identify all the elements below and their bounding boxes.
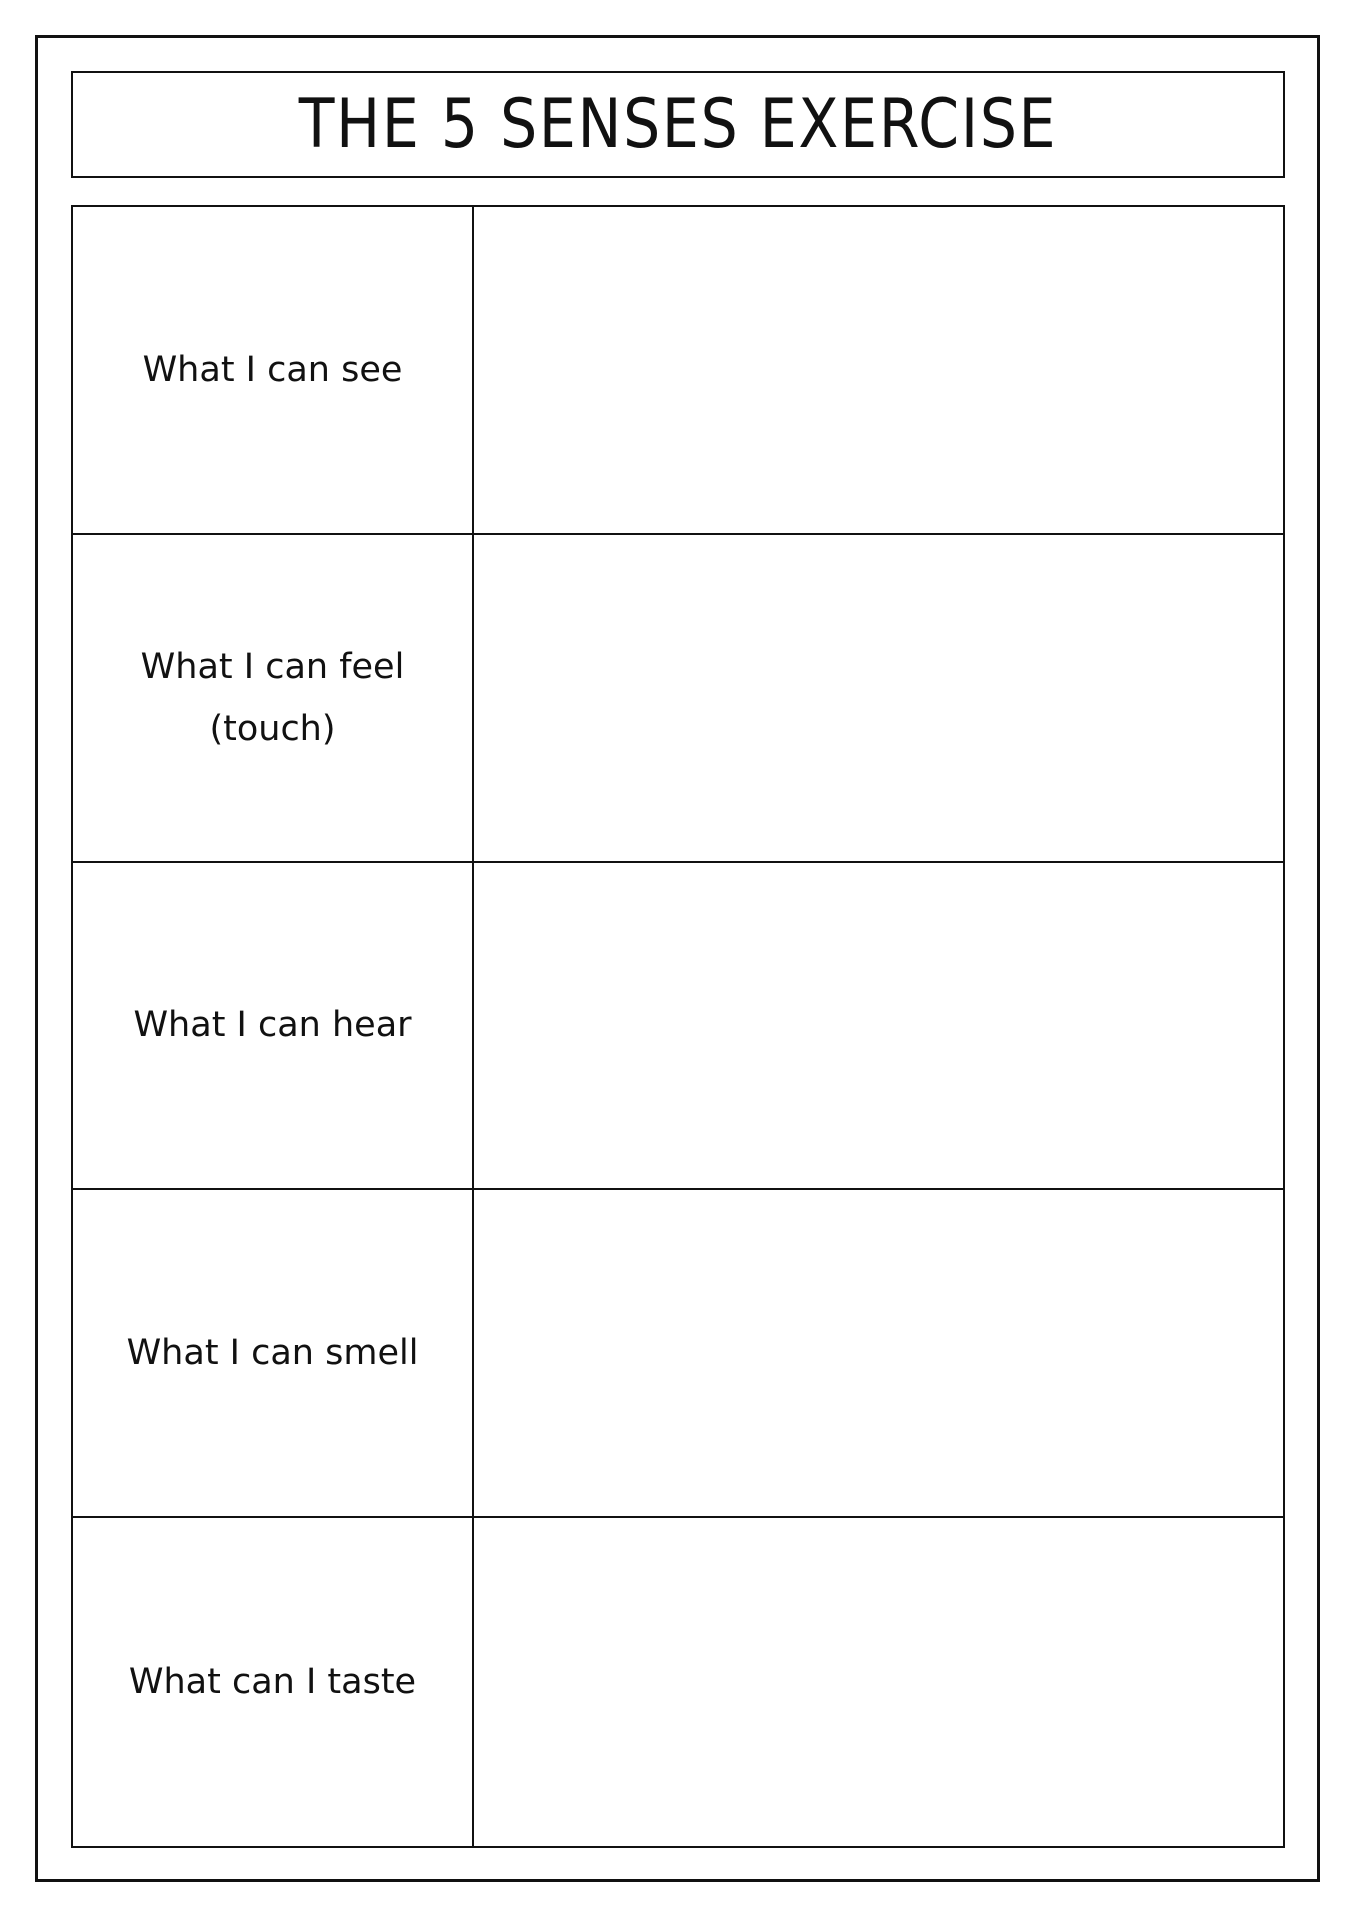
row-label-smell: [73, 1190, 474, 1518]
page-title: THE 5 SENSES EXERCISE: [298, 84, 1058, 164]
answer-field-smell[interactable]: [474, 1190, 1283, 1518]
row-label-text: What I can feel (touch): [140, 646, 405, 749]
answer-field-feel[interactable]: [474, 535, 1283, 863]
title-box: [71, 71, 1285, 178]
row-label-text: What I can see: [142, 349, 403, 390]
row-label-feel: [73, 535, 474, 863]
answer-field-see[interactable]: [474, 207, 1283, 535]
row-label-hear: [73, 863, 474, 1191]
senses-table: [71, 205, 1285, 1848]
row-label-taste: [73, 1518, 474, 1846]
row-label-see: [73, 207, 474, 535]
answer-field-hear[interactable]: [474, 863, 1283, 1191]
answer-field-taste[interactable]: [474, 1518, 1283, 1846]
row-label-text: What can I taste: [128, 1662, 417, 1703]
row-label-text: What I can hear: [133, 1005, 412, 1046]
row-label-text: What I can smell: [126, 1333, 419, 1374]
